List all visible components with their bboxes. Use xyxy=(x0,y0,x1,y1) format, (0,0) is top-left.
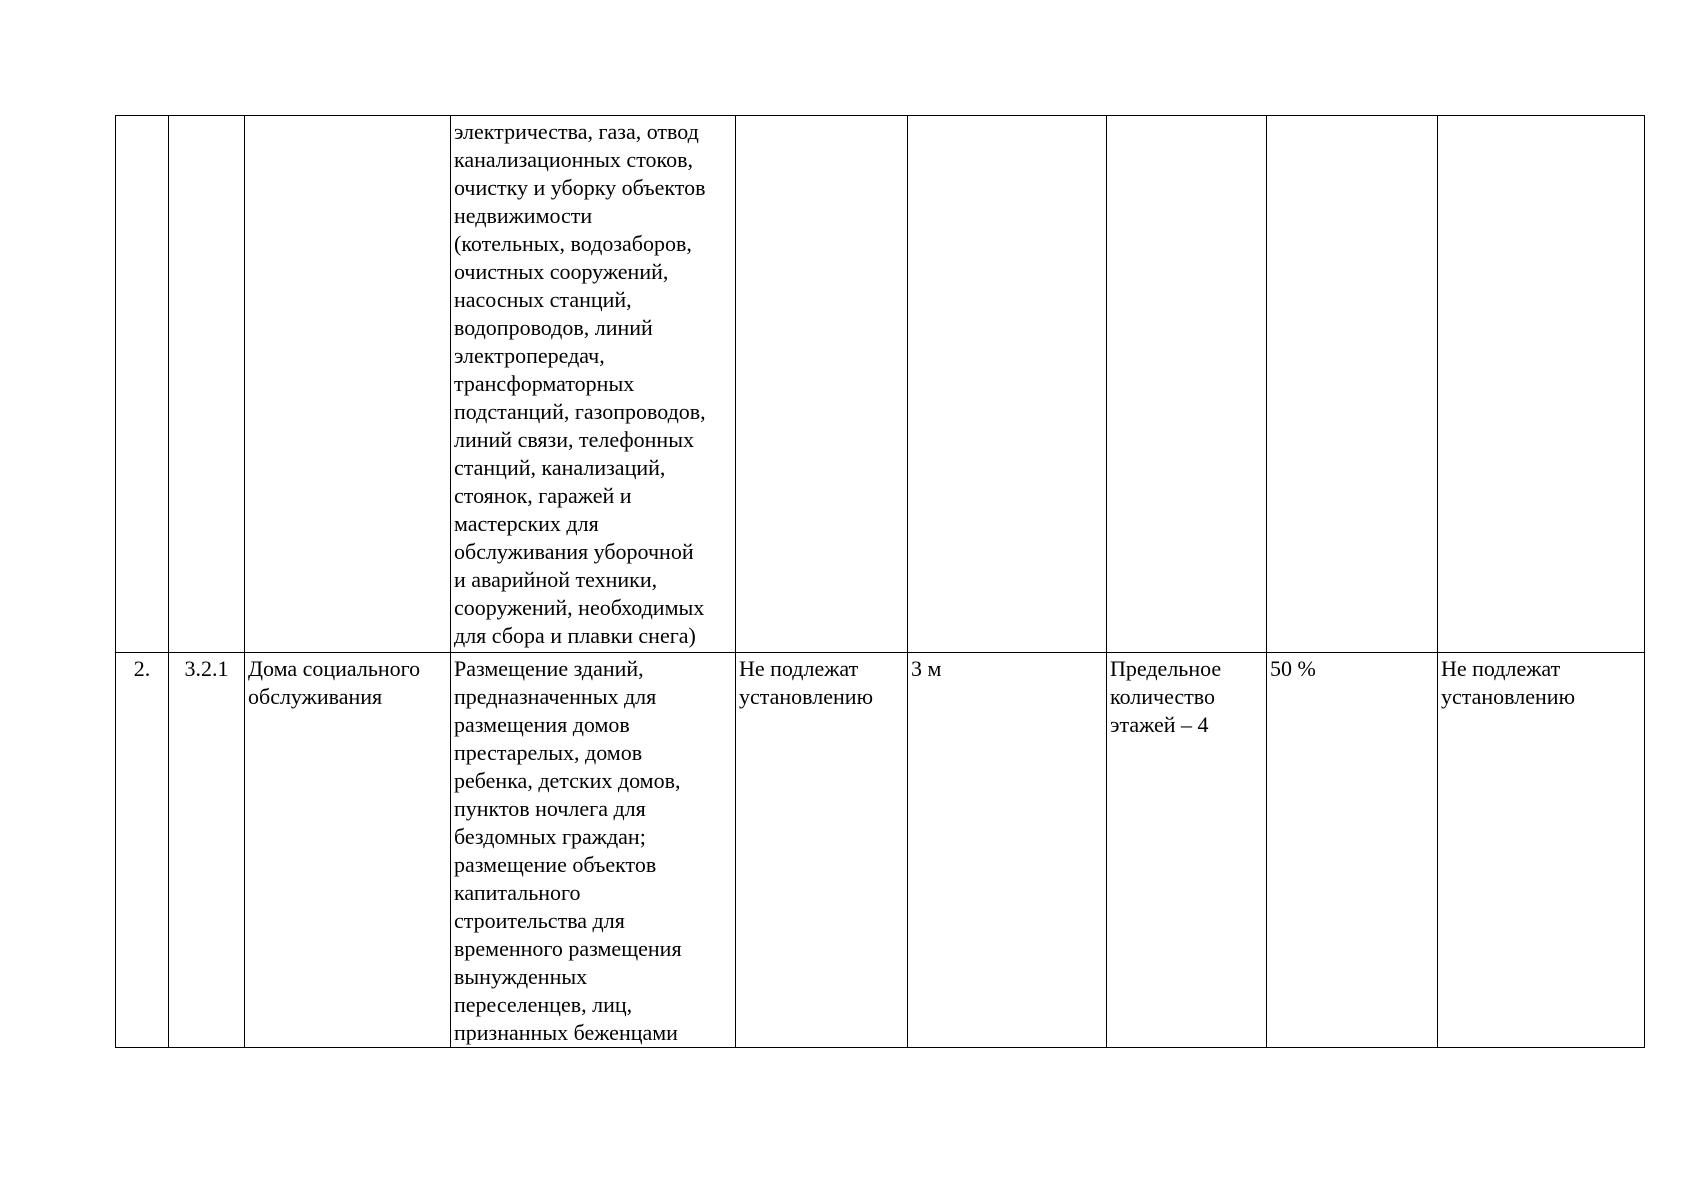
table-row xyxy=(116,653,1645,1048)
coverage-cell xyxy=(1267,116,1438,653)
cell-text-line: этажей – 4 xyxy=(1110,712,1209,737)
cell-text-line: временного размещения xyxy=(454,936,682,961)
use-name-cell xyxy=(245,653,451,1048)
cell-text-line: Не подлежат xyxy=(1441,656,1561,681)
other-params-cell xyxy=(1438,653,1645,1048)
cell-text-line: электричества, газа, отвод xyxy=(454,119,699,144)
cell-text-line: станций, канализаций, xyxy=(454,455,666,480)
cell-text-line: обслуживания xyxy=(248,684,383,709)
use-description-cell xyxy=(451,653,736,1048)
cell-text-line: переселенцев, лиц, xyxy=(454,992,633,1017)
row-number-cell: 2. xyxy=(116,653,169,1048)
cell-text-line: строительства для xyxy=(454,908,625,933)
cell-text-line: насосных станций, xyxy=(454,287,632,312)
cell-text-line: водопроводов, линий xyxy=(454,315,653,340)
cell-text-line: мастерских для xyxy=(454,511,599,536)
cell-text-line: Дома социального xyxy=(248,656,421,681)
cell-text-line: вынужденных xyxy=(454,964,588,989)
cell-text-line: очистку и уборку объектов xyxy=(454,175,706,200)
cell-text-line: электропередач, xyxy=(454,343,605,368)
cell-text-line: стоянок, гаражей и xyxy=(454,483,632,508)
cell-text-line: канализационных стоков, xyxy=(454,147,693,172)
coverage-cell: 50 % xyxy=(1267,653,1438,1048)
cell-text-line: Размещение зданий, xyxy=(454,656,644,681)
cell-text-line: Предельное xyxy=(1110,656,1222,681)
other-params-cell xyxy=(1438,116,1645,653)
setback-cell xyxy=(908,116,1107,653)
cell-text-line: предназначенных для xyxy=(454,684,657,709)
cell-text-line: бездомных граждан; xyxy=(454,824,646,849)
cell-text-line: ребенка, детских домов, xyxy=(454,768,681,793)
row-number-cell xyxy=(116,116,169,653)
cell-text-line: признанных беженцами xyxy=(454,1020,678,1045)
floors-cell xyxy=(1107,653,1267,1048)
cell-text-line: обслуживания уборочной xyxy=(454,539,694,564)
code-cell xyxy=(169,116,245,653)
cell-text-line: Не подлежат xyxy=(739,656,859,681)
regulations-table xyxy=(115,115,1645,1048)
cell-text-line: размещение объектов xyxy=(454,852,657,877)
cell-text-line: для сбора и плавки снега) xyxy=(454,623,696,648)
table-row xyxy=(116,116,1645,653)
cell-text-line: престарелых, домов xyxy=(454,740,643,765)
cell-text-line: линий связи, телефонных xyxy=(454,427,694,452)
cell-text-line: подстанций, газопроводов, xyxy=(454,399,706,424)
cell-text-line: (котельных, водозаборов, xyxy=(454,231,692,256)
use-name-cell xyxy=(245,116,451,653)
cell-text-line: установлению xyxy=(739,684,874,709)
cell-text-line: капитального xyxy=(454,880,581,905)
cell-text-line: и аварийной техники, xyxy=(454,567,658,592)
use-description-cell xyxy=(451,116,736,653)
min-area-cell xyxy=(736,116,908,653)
setback-cell: 3 м xyxy=(908,653,1107,1048)
cell-text-line: трансформаторных xyxy=(454,371,635,396)
cell-text-line: пунктов ночлега для xyxy=(454,796,646,821)
cell-text-line: недвижимости xyxy=(454,203,593,228)
cell-text-line: очистных сооружений, xyxy=(454,259,669,284)
min-area-cell xyxy=(736,653,908,1048)
cell-text-line: количество xyxy=(1110,684,1216,709)
floors-cell xyxy=(1107,116,1267,653)
code-cell: 3.2.1 xyxy=(169,653,245,1048)
cell-text-line: сооружений, необходимых xyxy=(454,595,705,620)
cell-text-line: установлению xyxy=(1441,684,1576,709)
cell-text-line: размещения домов xyxy=(454,712,630,737)
